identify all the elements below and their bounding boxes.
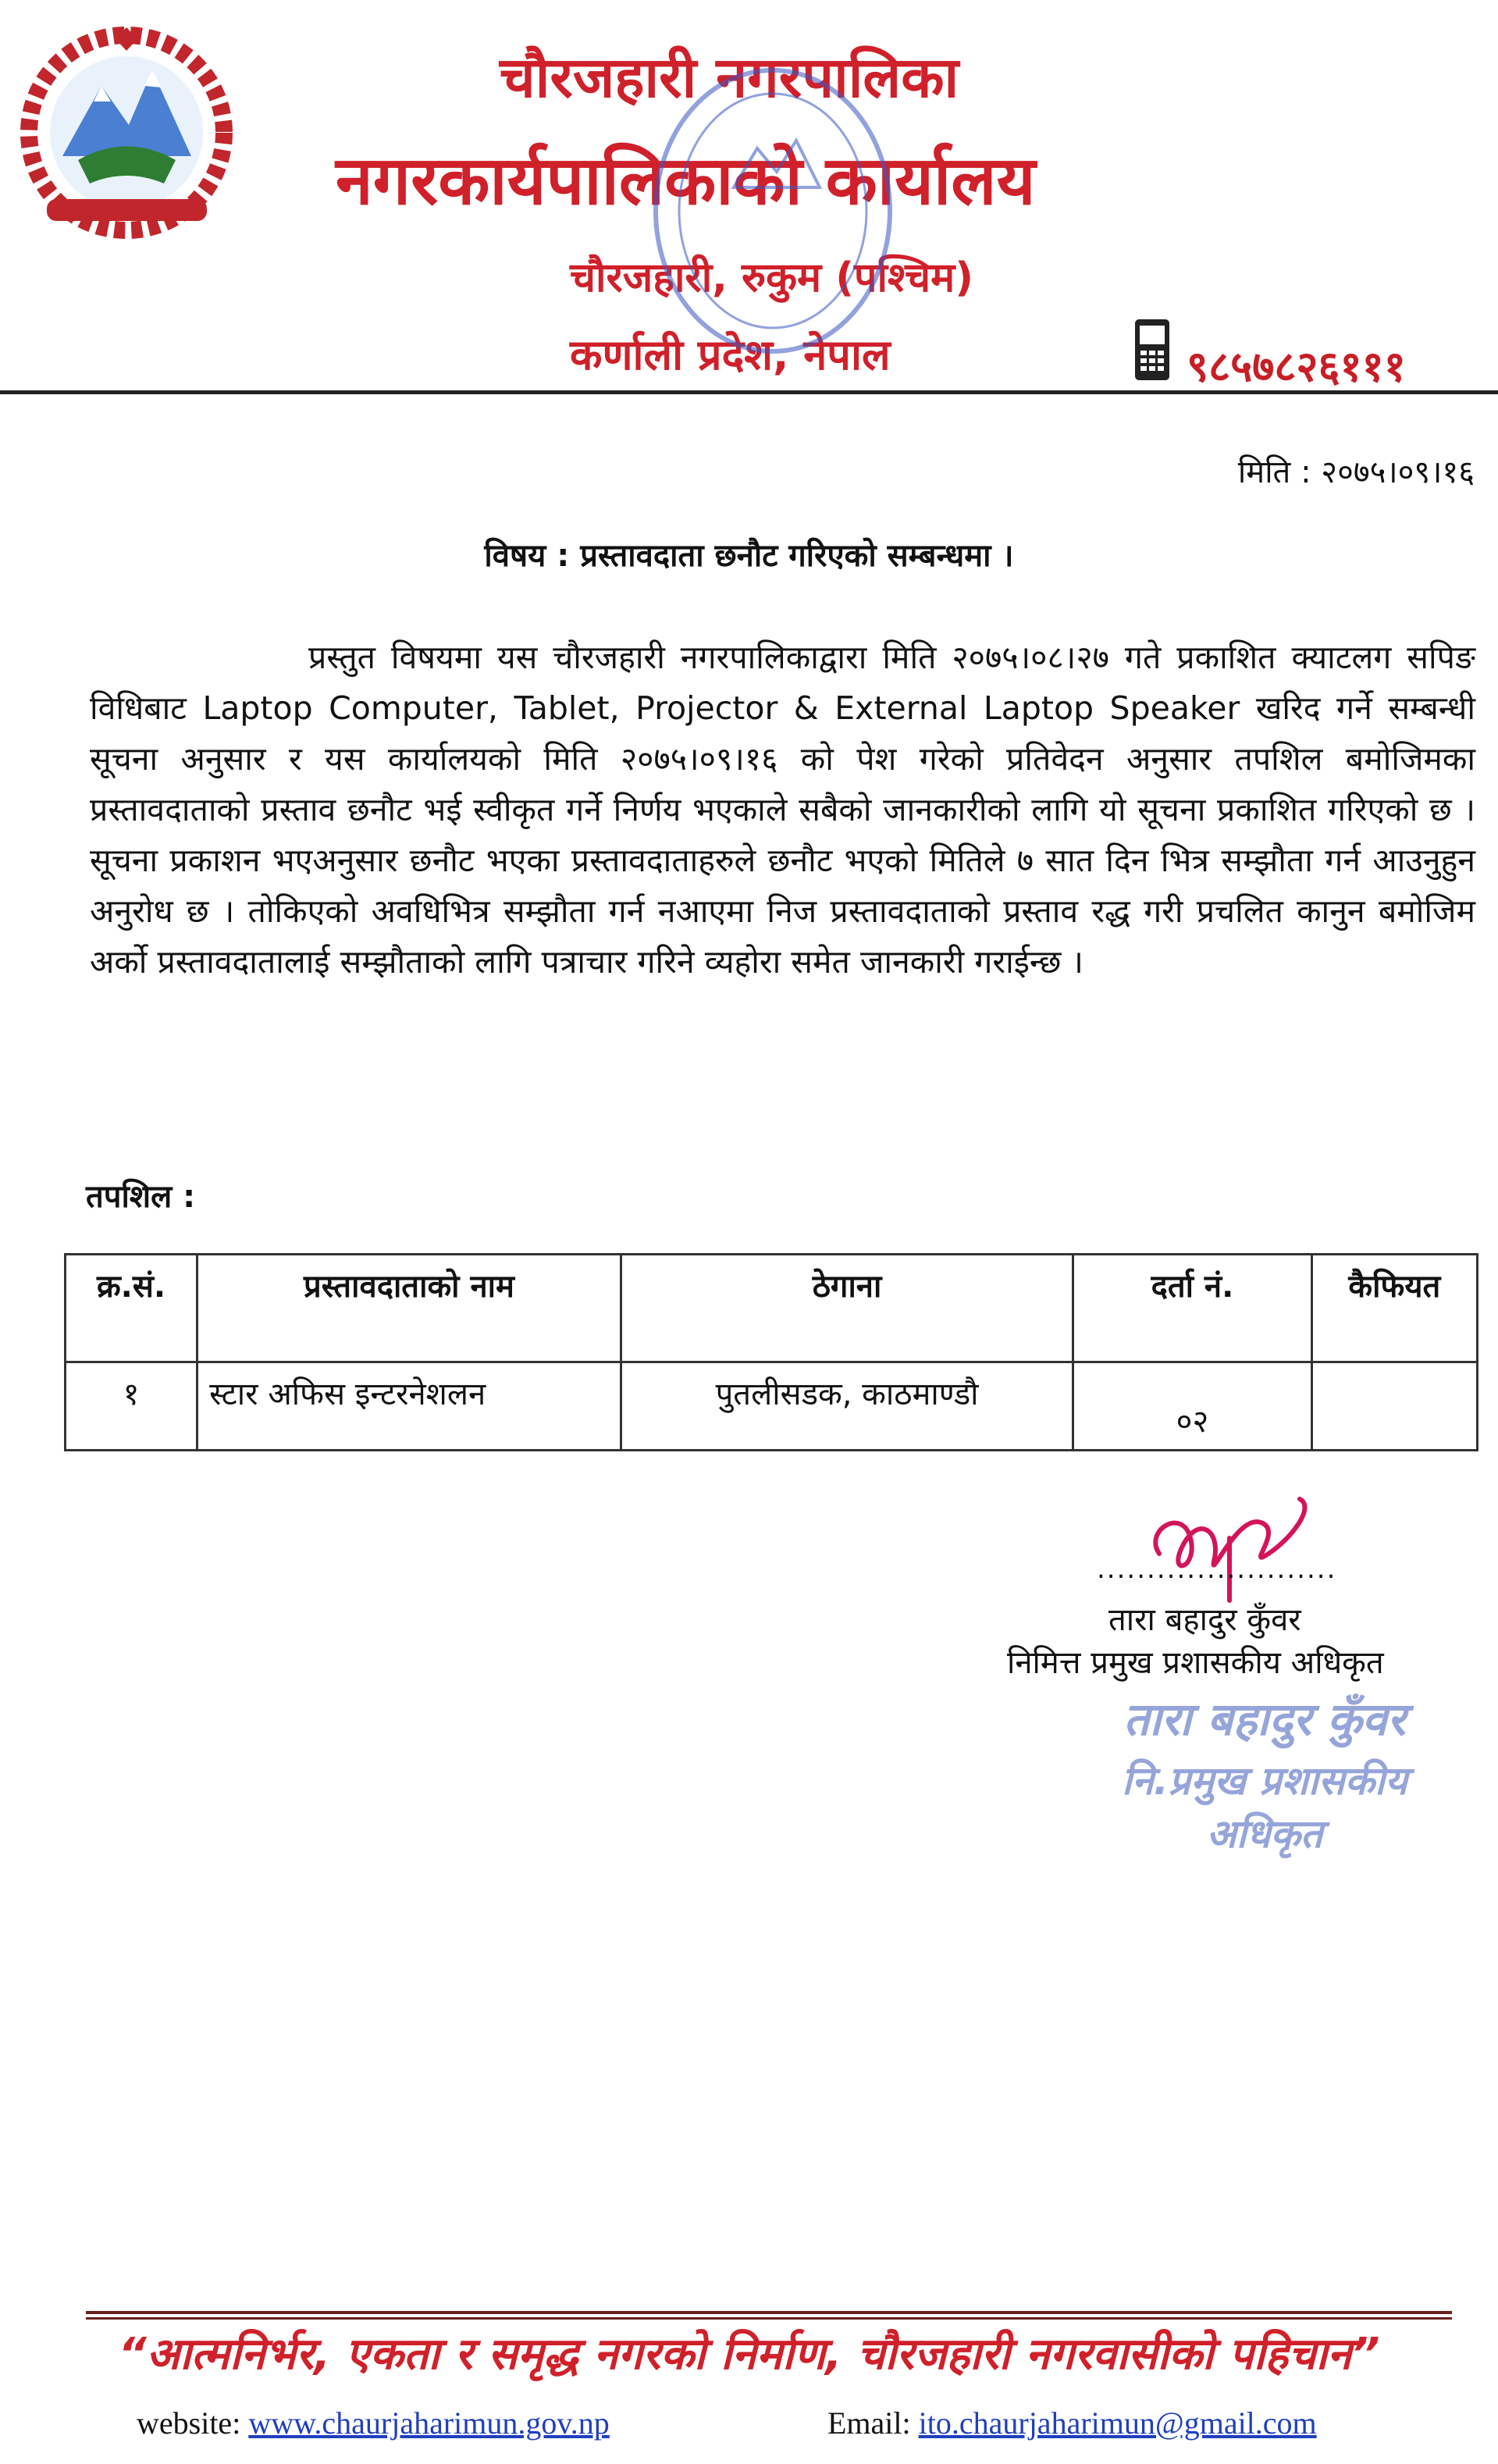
letter-body-text: प्रस्तुत विषयमा यस चौरजहारी नगरपालिकाद्वारा मिति २०७५।०८।२७ गते प्रकाशित क्याटलग सपिङ विधिबाट Laptop Computer, Tablet, Projector & External Laptop Speaker खरिद गर्ने सम्बन्धी सूचना अनुसार र यस कार्यालयको मिति २०७५।०९।१६ को पेश गरेको प्रतिवेदन अनुसार तपशिल बमोजिमका प्रस्तावदाताको प्रस्ताव छनौट भई स्वीकृत गर्ने निर्णय भएकाले सबैको जानकारीको लागि यो सूचना प्रकाशित गरिएको छ । सूचना प्रकाशन भएअनुसार छनौट भएका प्रस्तावदाताहरुले छनौट भएको मितिले ७ सात दिन भित्र सम्झौता गर्न आउनुहुन अनुरोध छ । तोकिएको अवधिभित्र सम्झौता गर्न नआएमा निज प्रस्तावदाताको प्रस्ताव रद्ध गरी प्रचलित कानुन बमोजिम अर्को प्रस्तावदातालाई सम्झौताको लागि पत्राचार गरिने व्यहोरा समेत जानकारी गराईन्छ । [90,639,1475,981]
mobile-phone-icon [1130,316,1177,383]
handwritten-signature [1136,1483,1323,1608]
column-header-name: प्रस्तावदाताको नाम [197,1255,621,1362]
seal-title: नि.प्रमुख प्रशासकीय अधिकृत [1122,1758,1407,1857]
footer-email [827,2405,1317,2441]
letter-body [90,632,1475,988]
website-link[interactable]: www.chaurjaharimun.gov.np [248,2405,610,2441]
website-label: website: [137,2405,241,2441]
letter-subject: विषय : प्रस्तावदाता छनौट गरिएको सम्बन्धमा । [484,538,1014,574]
column-header-sn: क्र.सं. [66,1255,197,1362]
signature-line: ........................ [1097,1554,1337,1585]
footer-website [137,2405,610,2441]
table-header-row [66,1255,1478,1362]
cell-address: पुतलीसडक, काठमाण्डौ [621,1362,1073,1451]
name-seal [1081,1679,1448,1857]
letter-date: मिति : २०७५।०९।१६ [1237,454,1475,490]
municipality-slogan: “आत्मनिर्भर, एकता र समृद्ध नगरको निर्माण, चौरजहारी नगरवासीको पहिचान” [118,2329,1380,2380]
cell-reg-no: ०२ [1073,1362,1312,1451]
nepal-government-emblem-icon [16,23,238,242]
column-header-remarks: कैफियत [1311,1255,1477,1362]
column-header-reg-no: दर्ता नं. [1073,1255,1312,1362]
cell-name: स्टार अफिस इन्टरनेशलन [197,1362,621,1451]
seal-name: तारा बहादुर कुँवर [1123,1693,1406,1746]
cell-remarks [1311,1362,1477,1451]
details-label: तपशिल : [86,1179,196,1215]
signer-name: तारा बहादुर कुँवर [1108,1602,1301,1638]
office-stamp [640,55,906,383]
cell-sn: १ [66,1362,197,1451]
footer-divider [86,2311,1452,2314]
footer-divider-2 [86,2317,1452,2320]
office-province: कर्णाली प्रदेश, नेपाल [570,330,891,379]
selected-bidder-table [64,1253,1478,1451]
municipality-name: चौरजहारी नगरपालिका [500,45,959,110]
email-link[interactable]: ito.chaurjaharimun@gmail.com [918,2405,1317,2441]
table-row [66,1362,1478,1451]
phone-number: ९८५७८२६१११ [1187,342,1406,391]
header-divider [0,390,1498,394]
signer-title: निमित्त प्रमुख प्रशासकीय अधिकृत [1007,1645,1384,1681]
email-label: Email: [827,2405,911,2441]
office-location: चौरजहारी, रुकुम (पश्चिम) [570,255,973,301]
column-header-address: ठेगाना [621,1255,1073,1362]
office-name: नगरकार्यपालिकाको कार्यालय [336,142,1036,220]
